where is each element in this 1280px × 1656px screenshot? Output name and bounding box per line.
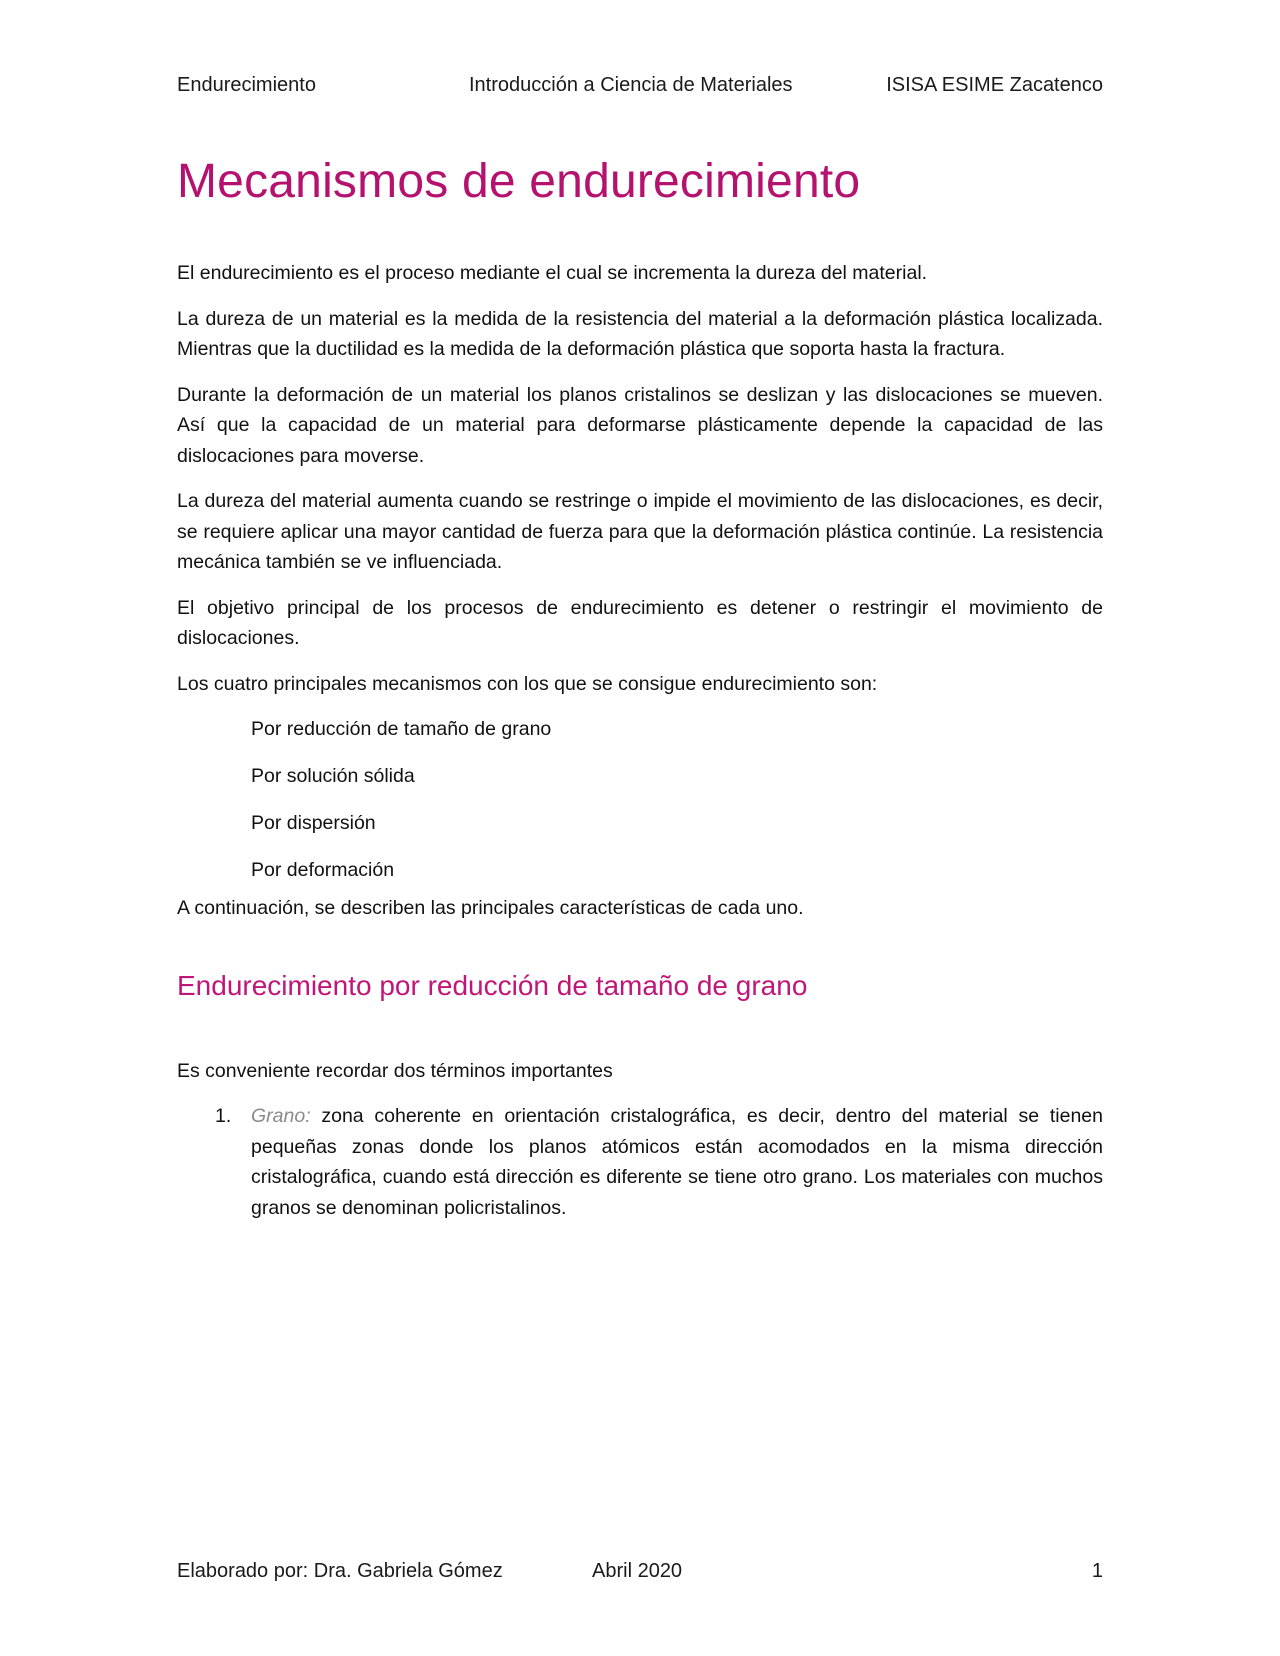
header-left: Endurecimiento [177, 74, 316, 96]
page-title: Mecanismos de endurecimiento [177, 155, 861, 208]
footer-date: Abril 2020 [592, 1560, 683, 1582]
paragraph: El endurecimiento es el proceso mediante el cual se incrementa la dureza del material. [177, 262, 928, 284]
mechanism-item: Por deformación [251, 859, 395, 881]
paragraph: Los cuatro principales mecanismos con los que se consigue endurecimiento son: [177, 672, 878, 695]
mechanism-item: Por reducción de tamaño de grano [251, 718, 552, 740]
page-header [177, 74, 1103, 102]
term-item [177, 1101, 1103, 1223]
mechanisms-list [177, 714, 1103, 885]
paragraph: La dureza del material aumenta cuando se restringe o impide el movimiento de las dislocaciones, es decir, se requiere aplicar una mayor cantidad de fuerza para que la deformación plástica continúe. La resistencia mecánica también se ve influenciada. [177, 490, 1103, 573]
paragraph: El objetivo principal de los procesos de endurecimiento es detener o restringir el movimiento de dislocaciones. [177, 596, 1103, 649]
page-content [177, 150, 1103, 1223]
header-center: Introducción a Ciencia de Materiales [469, 74, 793, 96]
mechanism-item: Por solución sólida [251, 765, 415, 787]
section-intro: Es conveniente recordar dos términos importantes [177, 1059, 613, 1082]
term-name: Grano: [251, 1105, 311, 1127]
mechanism-item: Por dispersión [251, 812, 376, 834]
term-definition: zona coherente en orientación cristalográfica, es decir, dentro del material se tienen pequeñas zonas donde los planos atómicos están acomodados en la misma dirección cristalográfica, cuando está dirección es diferente se tiene otro grano. Los materiales con muchos granos se denominan policristalinos. [251, 1105, 1103, 1219]
section-heading: Endurecimiento por reducción de tamaño de grano [177, 969, 808, 1001]
paragraph: La dureza de un material es la medida de la resistencia del material a la deformación plástica localizada. Mientras que la ductilidad es la medida de la deformación plástica que soporta hasta la fractura. [177, 307, 1103, 360]
footer-author: Elaborado por: Dra. Gabriela Gómez [177, 1560, 503, 1582]
term-number: 1. [215, 1105, 232, 1127]
paragraph: Durante la deformación de un material los planos cristalinos se deslizan y las dislocaciones se mueven. Así que la capacidad de un material para deformarse plásticamente depende la capacidad de las dislocaciones para moverse. [177, 383, 1103, 467]
page-number: 1 [1091, 1560, 1103, 1582]
terms-list [177, 1101, 1103, 1223]
page-footer [177, 1560, 1103, 1588]
header-right: ISISA ESIME Zacatenco [886, 74, 1103, 96]
continuation-paragraph: A continuación, se describen las principales características de cada uno. [177, 897, 804, 919]
